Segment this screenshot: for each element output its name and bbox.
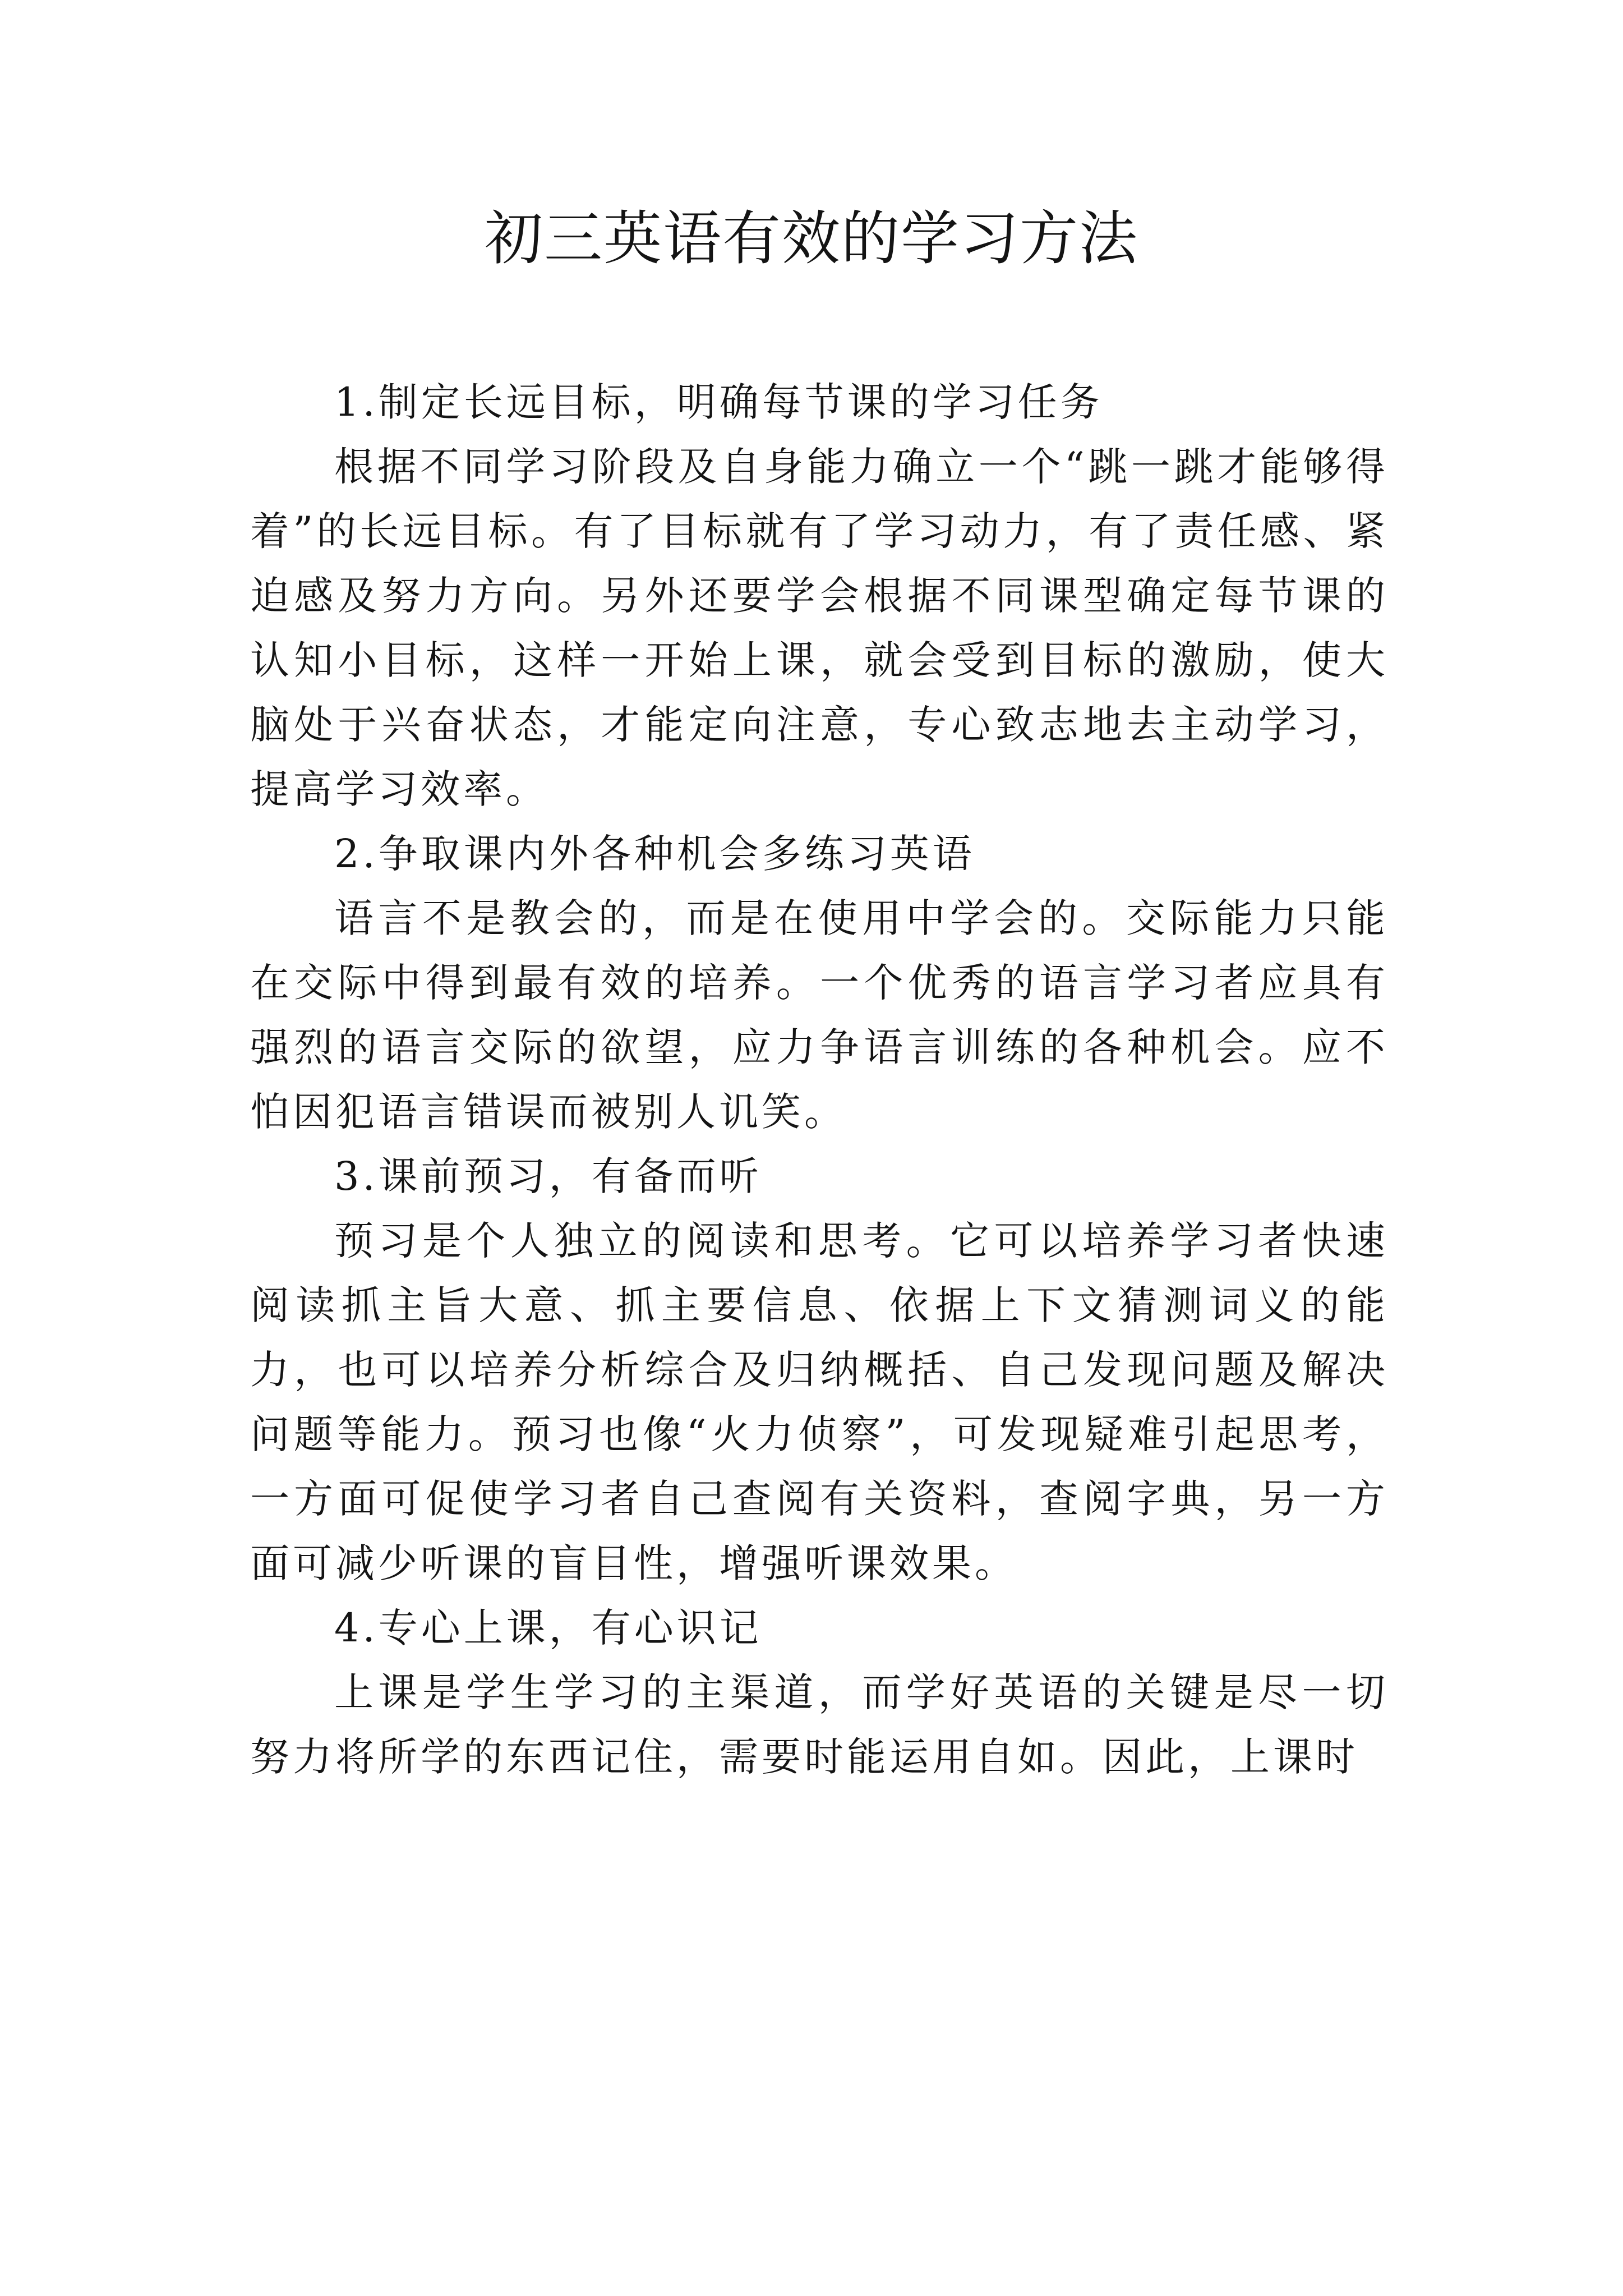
- document-title: 初三英语有效的学习方法: [484, 204, 1138, 273]
- paragraph-1: 根据不同学习阶段及自身能力确立一个“跳一跳才能够得着”的长远目标。有了目标就有了学习动力，有了责任感、紧迫感及努力方向。另外还要学会根据不同课型确定每节课的认知小目标，这样一开始上课，就会受到目标的激励，使大脑处于兴奋状态，才能定向注意，专心致志地去主动学习，提高学习效率。: [250, 444, 1389, 812]
- paragraph-3: 预习是个人独立的阅读和思考。它可以培养学习者快速阅读抓主旨大意、抓主要信息、依据上下文猜测词义的能力，也可以培养分析综合及归纳概括、自己发现问题及解决问题等能力。预习也像“火力侦察”，可发现疑难引起思考，一方面可促使学习者自己查阅有关资料，查阅字典，另一方面可减少听课的盲目性，增强听课效果。: [250, 1218, 1389, 1586]
- section-heading-1: 1.制定长远目标，明确每节课的学习任务: [334, 379, 1103, 425]
- section-heading-3: 3.课前预习，有备而听: [334, 1153, 762, 1199]
- section-heading-4: 4.专心上课，有心识记: [334, 1605, 762, 1651]
- document-body: [250, 370, 1389, 1789]
- paragraph-2: 语言不是教会的，而是在使用中学会的。交际能力只能在交际中得到最有效的培养。一个优秀的语言学习者应具有强烈的语言交际的欲望，应力争语言训练的各种机会。应不怕因犯语言错误而被别人讥笑。: [250, 895, 1389, 1135]
- section-heading-2: 2.争取课内外各种机会多练习英语: [334, 831, 975, 877]
- paragraph-4: 上课是学生学习的主渠道，而学好英语的关键是尽一切努力将所学的东西记住，需要时能运用自如。因此，上课时: [250, 1669, 1389, 1780]
